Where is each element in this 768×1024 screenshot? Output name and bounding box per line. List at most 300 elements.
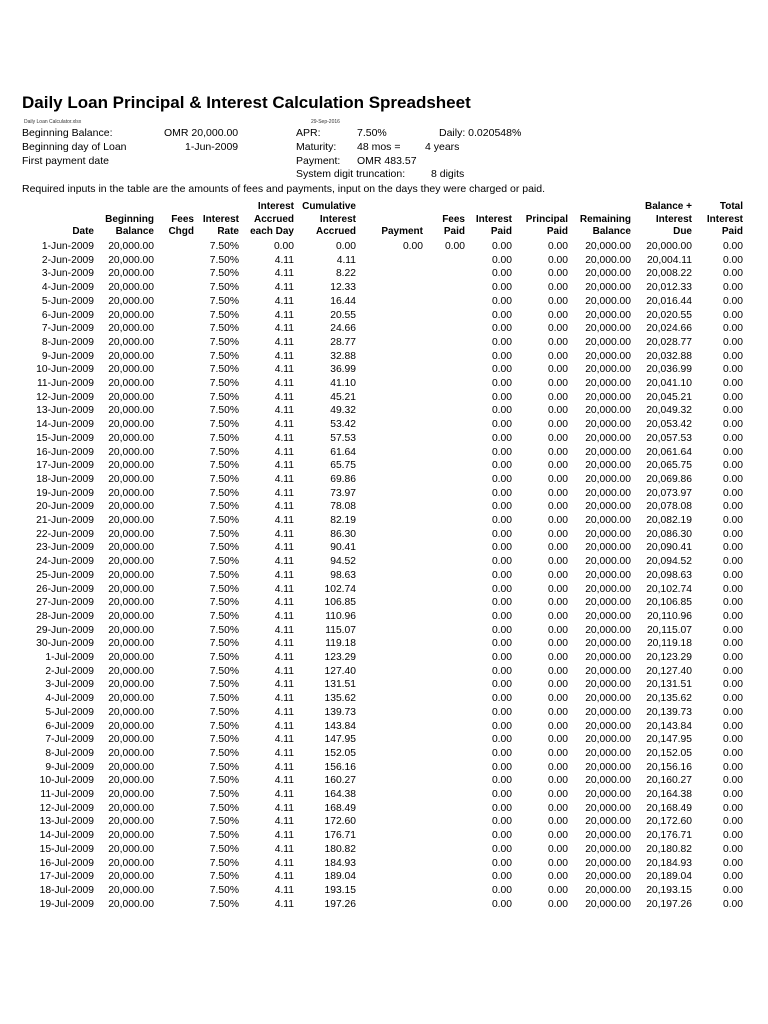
- cell-remaining-balance: 20,000.00: [585, 789, 631, 800]
- cell-cumulative-interest: 119.18: [325, 638, 356, 650]
- cell-principal-paid: 0.00: [547, 336, 568, 348]
- cell-total-interest-paid: 0.00: [722, 802, 743, 814]
- cell-interest-paid: 0.00: [491, 556, 512, 568]
- cell-beginning-balance: 20,000.00: [108, 720, 154, 732]
- cell-principal-paid: 0.00: [547, 871, 568, 883]
- cell-balance-interest-due: 20,156.16: [646, 761, 692, 773]
- cell-date: 7-Jul-2009: [45, 734, 94, 746]
- cell-remaining-balance: 20,000.00: [585, 542, 631, 554]
- header-balance-interest-due: Interest: [655, 213, 692, 225]
- cell-total-interest-paid: 0.00: [722, 336, 743, 348]
- cell-cumulative-interest: 189.04: [324, 871, 356, 883]
- cell-balance-interest-due: 20,069.86: [646, 473, 692, 485]
- cell-total-interest-paid: 0.00: [722, 665, 743, 677]
- cell-total-interest-paid: 0.00: [722, 720, 743, 732]
- cell-total-interest-paid: 0.00: [722, 391, 743, 403]
- cell-remaining-balance: 20,000.00: [585, 816, 631, 828]
- cell-interest-accrued: 4.11: [274, 679, 294, 691]
- cell-total-interest-paid: 0.00: [722, 638, 743, 650]
- cell-balance-interest-due: 20,028.77: [646, 336, 692, 348]
- cell-remaining-balance: 20,000.00: [585, 378, 631, 389]
- cell-date: 13-Jun-2009: [36, 405, 94, 417]
- cell-interest-accrued: 4.11: [274, 501, 294, 513]
- cell-date: 1-Jun-2009: [41, 241, 94, 252]
- table-row: [0, 774, 768, 788]
- table-row: [0, 391, 768, 405]
- cell-interest-accrued: 4.11: [274, 857, 294, 869]
- cell-total-interest-paid: 0.00: [722, 871, 743, 883]
- header-total-interest-paid: Interest: [706, 213, 743, 225]
- cell-date: 9-Jul-2009: [45, 761, 94, 773]
- cell-interest-paid: 0.00: [491, 624, 512, 636]
- cell-balance-interest-due: 20,057.53: [646, 432, 692, 444]
- cell-principal-paid: 0.00: [547, 583, 568, 595]
- cell-beginning-balance: 20,000.00: [108, 241, 154, 252]
- cell-interest-rate: 7.50%: [209, 665, 239, 677]
- cell-total-interest-paid: 0.00: [722, 569, 743, 581]
- cell-cumulative-interest: 78.08: [330, 501, 356, 513]
- cell-interest-rate: 7.50%: [209, 419, 239, 431]
- cell-interest-rate: 7.50%: [209, 364, 239, 376]
- cell-date: 4-Jun-2009: [41, 282, 94, 294]
- cell-cumulative-interest: 12.33: [330, 282, 356, 294]
- cell-date: 20-Jun-2009: [36, 501, 94, 513]
- cell-total-interest-paid: 0.00: [722, 350, 743, 362]
- cell-interest-paid: 0.00: [491, 254, 512, 266]
- cell-total-interest-paid: 0.00: [722, 528, 743, 540]
- cell-total-interest-paid: 0.00: [722, 843, 743, 855]
- table-row: [0, 555, 768, 569]
- cell-interest-accrued: 4.11: [274, 350, 294, 362]
- cell-date: 29-Jun-2009: [36, 624, 94, 636]
- cell-beginning-balance: 20,000.00: [108, 515, 154, 526]
- cell-balance-interest-due: 20,160.27: [646, 775, 692, 787]
- cell-balance-interest-due: 20,016.44: [646, 295, 692, 307]
- header-principal-paid: Principal: [525, 213, 568, 225]
- cell-total-interest-paid: 0.00: [722, 761, 743, 773]
- cell-beginning-balance: 20,000.00: [108, 556, 154, 568]
- cell-date: 9-Jun-2009: [41, 350, 94, 362]
- cell-principal-paid: 0.00: [547, 295, 568, 307]
- cell-interest-rate: 7.50%: [209, 734, 239, 746]
- cell-beginning-balance: 20,000.00: [108, 789, 154, 800]
- cell-remaining-balance: 20,000.00: [585, 884, 631, 896]
- cell-interest-paid: 0.00: [491, 528, 512, 540]
- page-title: Daily Loan Principal & Interest Calculation Spreadsheet: [22, 93, 471, 112]
- cell-balance-interest-due: 20,041.10: [646, 378, 692, 389]
- table-row: [0, 624, 768, 638]
- table-row: [0, 843, 768, 857]
- cell-total-interest-paid: 0.00: [722, 295, 743, 307]
- cell-balance-interest-due: 20,004.11: [646, 254, 692, 266]
- cell-principal-paid: 0.00: [547, 556, 568, 568]
- table-row: [0, 541, 768, 555]
- cell-cumulative-interest: 127.40: [324, 665, 356, 677]
- cell-interest-accrued: 4.11: [274, 843, 294, 855]
- cell-total-interest-paid: 0.00: [722, 419, 743, 431]
- table-row: [0, 637, 768, 651]
- cell-interest-paid: 0.00: [491, 679, 512, 691]
- cell-date: 7-Jun-2009: [41, 323, 94, 335]
- cell-interest-paid: 0.00: [491, 309, 512, 321]
- cell-remaining-balance: 20,000.00: [585, 446, 631, 458]
- cell-date: 30-Jun-2009: [36, 638, 94, 650]
- cell-interest-paid: 0.00: [491, 775, 512, 787]
- cell-total-interest-paid: 0.00: [722, 706, 743, 718]
- cell-date: 21-Jun-2009: [36, 515, 94, 526]
- apr-label: APR:: [296, 127, 321, 139]
- cell-remaining-balance: 20,000.00: [585, 268, 631, 280]
- cell-interest-rate: 7.50%: [209, 309, 239, 321]
- cell-principal-paid: 0.00: [547, 830, 568, 842]
- table-row: [0, 870, 768, 884]
- cell-interest-paid: 0.00: [491, 336, 512, 348]
- cell-principal-paid: 0.00: [547, 843, 568, 855]
- cell-remaining-balance: 20,000.00: [585, 241, 631, 252]
- cell-balance-interest-due: 20,127.40: [646, 665, 692, 677]
- cell-total-interest-paid: 0.00: [722, 515, 743, 526]
- cell-date: 12-Jun-2009: [36, 391, 94, 403]
- cell-date: 23-Jun-2009: [36, 542, 94, 554]
- cell-date: 18-Jun-2009: [36, 473, 94, 485]
- cell-balance-interest-due: 20,020.55: [646, 309, 692, 321]
- cell-date: 18-Jul-2009: [39, 884, 94, 896]
- cell-interest-paid: 0.00: [491, 597, 512, 609]
- cell-date: 14-Jun-2009: [36, 419, 94, 431]
- cell-date: 3-Jun-2009: [41, 268, 94, 280]
- cell-interest-rate: 7.50%: [209, 391, 239, 403]
- cell-total-interest-paid: 0.00: [722, 816, 743, 828]
- cell-date: 5-Jul-2009: [45, 706, 94, 718]
- cell-balance-interest-due: 20,049.32: [646, 405, 692, 417]
- cell-beginning-balance: 20,000.00: [108, 501, 154, 513]
- header-interest-paid: Interest: [475, 213, 512, 225]
- cell-interest-paid: 0.00: [491, 295, 512, 307]
- cell-interest-accrued: 4.11: [274, 542, 294, 554]
- cell-interest-rate: 7.50%: [209, 528, 239, 540]
- cell-remaining-balance: 20,000.00: [585, 747, 631, 759]
- cell-beginning-balance: 20,000.00: [108, 597, 154, 609]
- cell-balance-interest-due: 20,098.63: [646, 569, 692, 581]
- cell-balance-interest-due: 20,164.38: [646, 789, 692, 800]
- cell-cumulative-interest: 28.77: [330, 336, 356, 348]
- table-row: [0, 432, 768, 446]
- cell-beginning-balance: 20,000.00: [108, 378, 154, 389]
- cell-beginning-balance: 20,000.00: [108, 309, 154, 321]
- cell-interest-rate: 7.50%: [209, 473, 239, 485]
- cell-cumulative-interest: 123.29: [324, 652, 356, 663]
- cell-cumulative-interest: 49.32: [330, 405, 356, 417]
- cell-interest-accrued: 4.11: [274, 665, 294, 677]
- cell-balance-interest-due: 20,008.22: [646, 268, 692, 280]
- cell-total-interest-paid: 0.00: [722, 309, 743, 321]
- cell-principal-paid: 0.00: [547, 802, 568, 814]
- table-row: [0, 665, 768, 679]
- cell-principal-paid: 0.00: [547, 446, 568, 458]
- cell-beginning-balance: 20,000.00: [108, 884, 154, 896]
- cell-beginning-balance: 20,000.00: [108, 830, 154, 842]
- cell-beginning-balance: 20,000.00: [108, 638, 154, 650]
- cell-beginning-balance: 20,000.00: [108, 706, 154, 718]
- cell-interest-accrued: 4.11: [274, 460, 294, 472]
- cell-interest-paid: 0.00: [491, 843, 512, 855]
- cell-interest-rate: 7.50%: [209, 830, 239, 842]
- cell-balance-interest-due: 20,024.66: [646, 323, 692, 335]
- table-row: [0, 583, 768, 597]
- cell-interest-rate: 7.50%: [209, 624, 239, 636]
- header-cumulative-interest: Cumulative: [302, 201, 356, 212]
- cell-principal-paid: 0.00: [547, 254, 568, 266]
- cell-date: 26-Jun-2009: [36, 583, 94, 595]
- cell-interest-paid: 0.00: [491, 501, 512, 513]
- table-row: [0, 514, 768, 528]
- cell-remaining-balance: 20,000.00: [585, 583, 631, 595]
- cell-interest-accrued: 4.11: [274, 802, 294, 814]
- cell-date: 2-Jun-2009: [41, 254, 94, 266]
- cell-balance-interest-due: 20,172.60: [646, 816, 692, 828]
- cell-total-interest-paid: 0.00: [722, 432, 743, 444]
- table-row: [0, 240, 768, 254]
- cell-balance-interest-due: 20,139.73: [646, 706, 692, 718]
- cell-interest-rate: 7.50%: [209, 241, 239, 252]
- cell-date: 6-Jun-2009: [41, 309, 94, 321]
- cell-date: 11-Jul-2009: [40, 789, 94, 800]
- cell-interest-accrued: 0.00: [273, 241, 294, 252]
- cell-principal-paid: 0.00: [547, 638, 568, 650]
- cell-interest-rate: 7.50%: [209, 747, 239, 759]
- cell-cumulative-interest: 115.07: [325, 624, 356, 636]
- cell-total-interest-paid: 0.00: [722, 652, 743, 663]
- cell-remaining-balance: 20,000.00: [585, 569, 631, 581]
- table-row: [0, 829, 768, 843]
- cell-beginning-balance: 20,000.00: [108, 528, 154, 540]
- cell-beginning-balance: 20,000.00: [108, 336, 154, 348]
- cell-cumulative-interest: 160.27: [324, 775, 356, 787]
- cell-total-interest-paid: 0.00: [722, 487, 743, 499]
- header-balance-interest-due: Balance +: [645, 201, 692, 212]
- table-row: [0, 596, 768, 610]
- cell-date: 2-Jul-2009: [45, 665, 94, 677]
- cell-balance-interest-due: 20,082.19: [646, 515, 692, 526]
- cell-interest-rate: 7.50%: [209, 679, 239, 691]
- table-row: [0, 295, 768, 309]
- cell-beginning-balance: 20,000.00: [108, 254, 154, 266]
- cell-total-interest-paid: 0.00: [722, 830, 743, 842]
- cell-interest-rate: 7.50%: [209, 898, 239, 910]
- cell-interest-rate: 7.50%: [209, 610, 239, 622]
- header-fees-chgd: Fees: [171, 213, 194, 225]
- cell-interest-accrued: 4.11: [274, 830, 294, 842]
- cell-interest-rate: 7.50%: [209, 569, 239, 581]
- cell-date: 5-Jun-2009: [41, 295, 94, 307]
- cell-principal-paid: 0.00: [547, 460, 568, 472]
- cell-principal-paid: 0.00: [547, 268, 568, 280]
- cell-cumulative-interest: 110.96: [325, 610, 356, 622]
- cell-remaining-balance: 20,000.00: [585, 419, 631, 431]
- table-row: [0, 322, 768, 336]
- cell-interest-rate: 7.50%: [209, 432, 239, 444]
- cell-date: 1-Jul-2009: [45, 652, 94, 663]
- cell-total-interest-paid: 0.00: [722, 405, 743, 417]
- cell-principal-paid: 0.00: [547, 789, 568, 800]
- cell-interest-accrued: 4.11: [274, 487, 294, 499]
- cell-remaining-balance: 20,000.00: [585, 501, 631, 513]
- cell-interest-rate: 7.50%: [209, 446, 239, 458]
- cell-beginning-balance: 20,000.00: [108, 569, 154, 581]
- cell-remaining-balance: 20,000.00: [585, 309, 631, 321]
- cell-principal-paid: 0.00: [547, 350, 568, 362]
- cell-balance-interest-due: 20,152.05: [646, 747, 692, 759]
- cell-interest-paid: 0.00: [491, 816, 512, 828]
- cell-interest-paid: 0.00: [491, 282, 512, 294]
- cell-date: 28-Jun-2009: [36, 610, 94, 622]
- cell-principal-paid: 0.00: [547, 624, 568, 636]
- truncation-value: 8 digits: [431, 168, 465, 180]
- cell-interest-accrued: 4.11: [274, 693, 294, 705]
- cell-interest-rate: 7.50%: [209, 638, 239, 650]
- cell-interest-paid: 0.00: [491, 364, 512, 376]
- table-row: [0, 267, 768, 281]
- cell-principal-paid: 0.00: [547, 309, 568, 321]
- table-row: [0, 446, 768, 460]
- cell-cumulative-interest: 24.66: [330, 323, 356, 335]
- cell-date: 13-Jul-2009: [39, 816, 94, 828]
- cell-interest-rate: 7.50%: [209, 597, 239, 609]
- cell-remaining-balance: 20,000.00: [585, 720, 631, 732]
- cell-cumulative-interest: 65.75: [330, 460, 356, 472]
- cell-date: 12-Jul-2009: [39, 802, 94, 814]
- cell-balance-interest-due: 20,180.82: [646, 843, 692, 855]
- cell-principal-paid: 0.00: [547, 569, 568, 581]
- cell-cumulative-interest: 172.60: [324, 816, 356, 828]
- cell-interest-accrued: 4.11: [274, 597, 294, 609]
- cell-interest-paid: 0.00: [491, 665, 512, 677]
- table-row: [0, 815, 768, 829]
- cell-total-interest-paid: 0.00: [722, 734, 743, 746]
- cell-principal-paid: 0.00: [547, 241, 568, 252]
- cell-interest-accrued: 4.11: [274, 775, 294, 787]
- cell-interest-accrued: 4.11: [274, 638, 294, 650]
- cell-principal-paid: 0.00: [547, 405, 568, 417]
- cell-interest-paid: 0.00: [491, 830, 512, 842]
- cell-total-interest-paid: 0.00: [722, 378, 743, 389]
- cell-balance-interest-due: 20,135.62: [646, 693, 692, 705]
- cell-interest-rate: 7.50%: [209, 405, 239, 417]
- cell-beginning-balance: 20,000.00: [108, 419, 154, 431]
- cell-balance-interest-due: 20,193.15: [646, 884, 692, 896]
- cell-remaining-balance: 20,000.00: [585, 350, 631, 362]
- table-row: [0, 610, 768, 624]
- cell-cumulative-interest: 197.26: [324, 898, 356, 910]
- cell-remaining-balance: 20,000.00: [585, 460, 631, 472]
- cell-date: 10-Jul-2009: [39, 775, 94, 787]
- cell-balance-interest-due: 20,102.74: [646, 583, 692, 595]
- cell-date: 6-Jul-2009: [45, 720, 94, 732]
- cell-interest-accrued: 4.11: [274, 282, 294, 294]
- cell-principal-paid: 0.00: [547, 282, 568, 294]
- cell-total-interest-paid: 0.00: [722, 898, 743, 910]
- cell-total-interest-paid: 0.00: [722, 282, 743, 294]
- cell-interest-paid: 0.00: [491, 432, 512, 444]
- cell-interest-rate: 7.50%: [209, 295, 239, 307]
- cell-balance-interest-due: 20,197.26: [646, 898, 692, 910]
- cell-principal-paid: 0.00: [547, 679, 568, 691]
- cell-interest-paid: 0.00: [491, 583, 512, 595]
- table-row: [0, 898, 768, 912]
- header-interest-accrued: Accrued: [253, 213, 294, 225]
- cell-total-interest-paid: 0.00: [722, 364, 743, 376]
- cell-cumulative-interest: 131.51: [324, 679, 356, 691]
- cell-remaining-balance: 20,000.00: [585, 336, 631, 348]
- cell-interest-paid: 0.00: [491, 898, 512, 910]
- cell-beginning-balance: 20,000.00: [108, 282, 154, 294]
- cell-interest-rate: 7.50%: [209, 515, 239, 526]
- cell-balance-interest-due: 20,184.93: [646, 857, 692, 869]
- table-row: [0, 651, 768, 665]
- table-row: [0, 857, 768, 871]
- cell-date: 15-Jun-2009: [36, 432, 94, 444]
- beginning-day-label: Beginning day of Loan: [22, 141, 127, 153]
- cell-balance-interest-due: 20,094.52: [646, 556, 692, 568]
- cell-interest-accrued: 4.11: [274, 515, 294, 526]
- cell-interest-rate: 7.50%: [209, 761, 239, 773]
- cell-cumulative-interest: 20.55: [330, 309, 356, 321]
- table-row: [0, 350, 768, 364]
- header-fees-paid: Paid: [443, 226, 465, 237]
- cell-total-interest-paid: 0.00: [722, 501, 743, 513]
- cell-remaining-balance: 20,000.00: [585, 405, 631, 417]
- cell-interest-accrued: 4.11: [274, 309, 294, 321]
- cell-beginning-balance: 20,000.00: [108, 652, 154, 663]
- cell-interest-accrued: 4.11: [274, 816, 294, 828]
- cell-beginning-balance: 20,000.00: [108, 747, 154, 759]
- header-interest-accrued: each Day: [250, 226, 294, 237]
- table-row: [0, 309, 768, 323]
- cell-interest-accrued: 4.11: [274, 254, 294, 266]
- cell-interest-paid: 0.00: [491, 720, 512, 732]
- cell-interest-accrued: 4.11: [274, 569, 294, 581]
- cell-interest-rate: 7.50%: [209, 843, 239, 855]
- cell-interest-accrued: 4.11: [274, 295, 294, 307]
- header-fees-paid: Fees: [442, 213, 465, 225]
- cell-balance-interest-due: 20,000.00: [646, 241, 692, 252]
- cell-interest-paid: 0.00: [491, 802, 512, 814]
- cell-balance-interest-due: 20,131.51: [646, 679, 692, 691]
- cell-remaining-balance: 20,000.00: [585, 432, 631, 444]
- cell-remaining-balance: 20,000.00: [585, 473, 631, 485]
- cell-cumulative-interest: 61.64: [330, 446, 356, 458]
- cell-interest-accrued: 4.11: [274, 610, 294, 622]
- cell-remaining-balance: 20,000.00: [585, 638, 631, 650]
- file-name: Daily Loan Calculator.xlsx: [24, 119, 82, 125]
- cell-remaining-balance: 20,000.00: [585, 761, 631, 773]
- cell-interest-rate: 7.50%: [209, 775, 239, 787]
- cell-interest-accrued: 4.11: [274, 652, 294, 663]
- table-row: [0, 377, 768, 391]
- cell-total-interest-paid: 0.00: [722, 747, 743, 759]
- cell-balance-interest-due: 20,012.33: [646, 282, 692, 294]
- cell-interest-rate: 7.50%: [209, 802, 239, 814]
- cell-date: 15-Jul-2009: [39, 843, 94, 855]
- cell-cumulative-interest: 152.05: [324, 747, 356, 759]
- table-row: [0, 418, 768, 432]
- cell-total-interest-paid: 0.00: [722, 241, 743, 252]
- table-row: [0, 720, 768, 734]
- cell-beginning-balance: 20,000.00: [108, 473, 154, 485]
- cell-interest-accrued: 4.11: [274, 624, 294, 636]
- cell-principal-paid: 0.00: [547, 487, 568, 499]
- cell-remaining-balance: 20,000.00: [585, 857, 631, 869]
